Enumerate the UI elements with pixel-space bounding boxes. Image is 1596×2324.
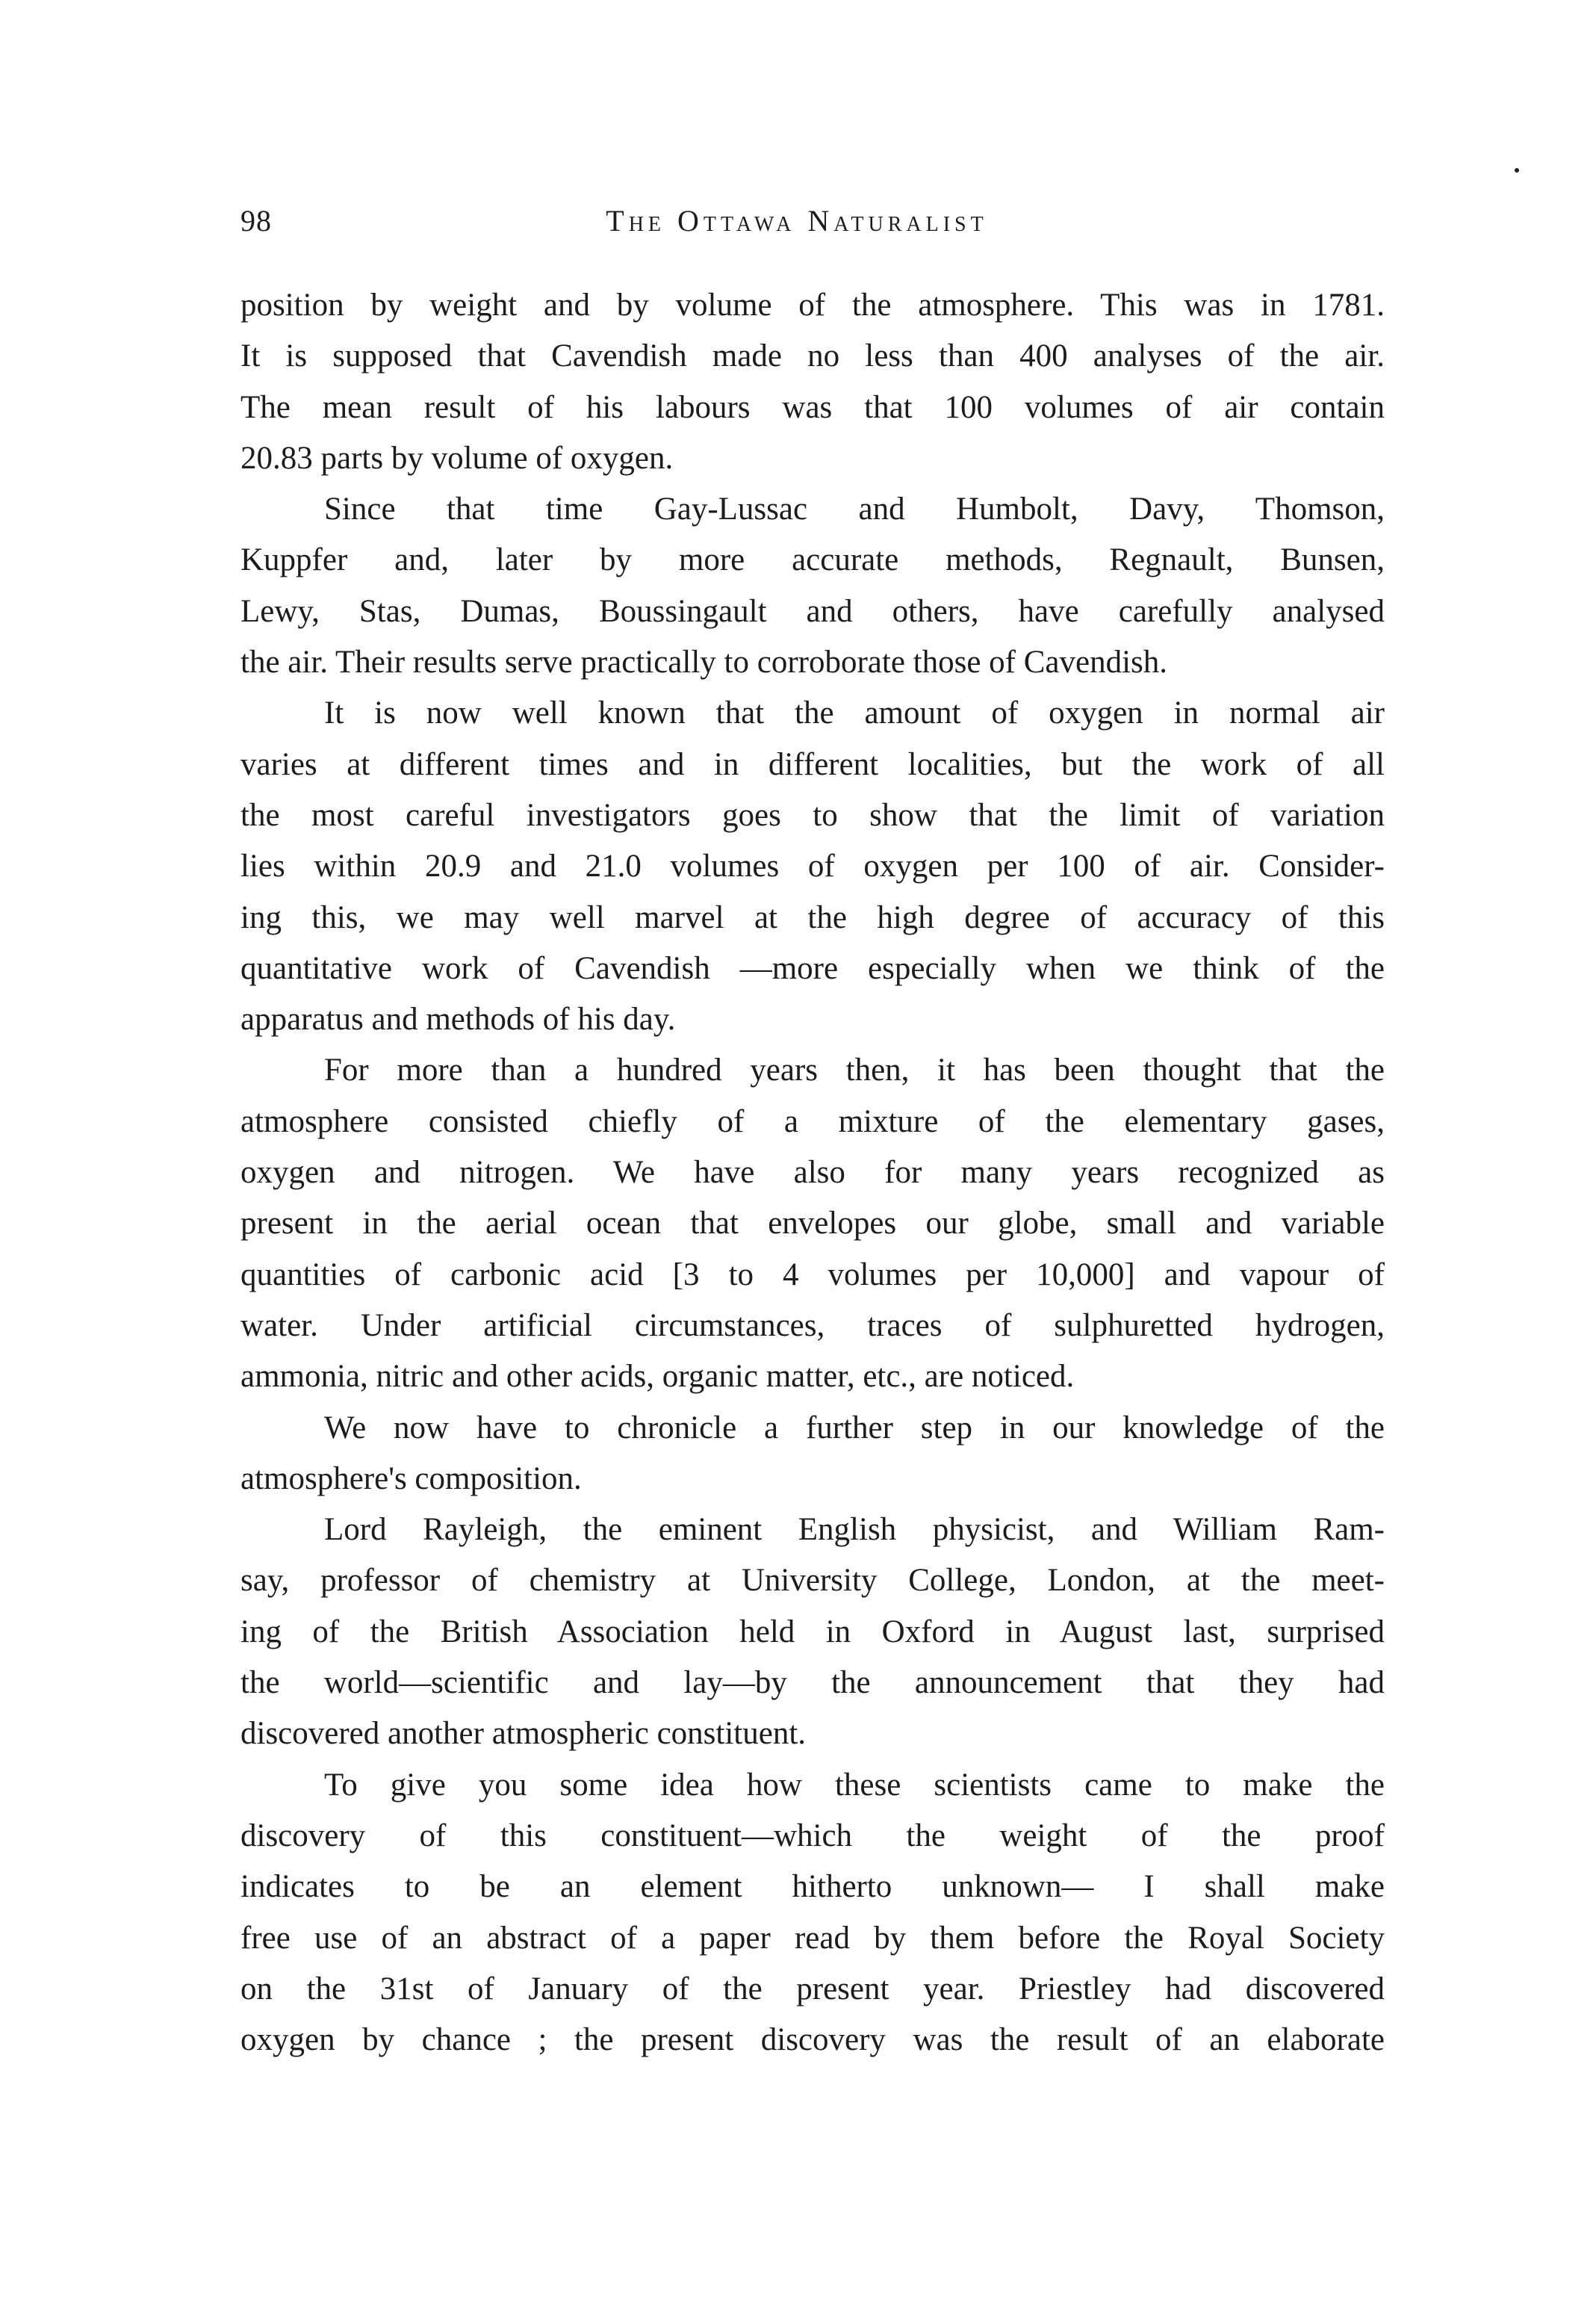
text-line: It is supposed that Cavendish made no less than 400 analyses of the air. — [240, 338, 1385, 374]
text-line: ammonia, nitric and other acids, organic matter, etc., are noticed. — [240, 1359, 1075, 1395]
text-line: quantities of carbonic acid [3 to 4 volumes per 10,000] and vapour of — [240, 1256, 1385, 1292]
text-line: For more than a hundred years then, it has been thought that the — [324, 1053, 1385, 1088]
text-line: lies within 20.9 and 21.0 volumes of oxygen per 100 of air. Consider- — [240, 849, 1385, 884]
text-line: oxygen by chance ; the present discovery was the result of an elaborate — [240, 2022, 1385, 2058]
text-line: the world—scientific and lay—by the announcement that they had — [240, 1665, 1385, 1701]
text-line: 20.83 parts by volume of oxygen. — [240, 440, 674, 476]
text-line: The mean result of his labours was that 100 volumes of air contain — [240, 389, 1385, 425]
text-line: oxygen and nitrogen. We have also for many years recognized as — [240, 1155, 1385, 1191]
text-line: atmosphere consisted chiefly of a mixture of the elementary gases, — [240, 1103, 1385, 1139]
page-number: 98 — [240, 204, 272, 238]
text-line: To give you some idea how these scientists came to make the — [324, 1767, 1385, 1803]
text-line: atmosphere's composition. — [240, 1460, 582, 1496]
page-speck — [1515, 168, 1519, 173]
text-line: ing this, we may well marvel at the high degree of accuracy of this — [240, 899, 1385, 935]
text-line: free use of an abstract of a paper read by them before the Royal Society — [240, 1920, 1385, 1956]
text-line: discovered another atmospheric constituent. — [240, 1716, 807, 1752]
text-line: water. Under artificial circumstances, traces of sulphuretted hydrogen, — [240, 1307, 1385, 1343]
page-header — [240, 203, 1385, 248]
text-line: apparatus and methods of his day. — [240, 1002, 676, 1038]
text-line: position by weight and by volume of the atmosphere. This was in 1781. — [240, 288, 1385, 323]
text-line: varies at different times and in different localities, but the work of all — [240, 746, 1385, 782]
body-text — [240, 280, 1385, 2066]
text-line: ing of the British Association held in Oxford in August last, surprised — [240, 1614, 1385, 1649]
text-line: Lewy, Stas, Dumas, Boussingault and others, have carefully analysed — [240, 593, 1385, 629]
text-line: We now have to chronicle a further step in our knowledge of the — [324, 1410, 1385, 1445]
text-line: It is now well known that the amount of oxygen in normal air — [324, 695, 1385, 731]
text-line: the air. Their results serve practically to corroborate those of Cavendish. — [240, 645, 1168, 681]
text-line: indicates to be an element hitherto unknown— I shall make — [240, 1869, 1385, 1905]
text-line: quantitative work of Cavendish —more especially when we think of the — [240, 950, 1385, 986]
text-line: Lord Rayleigh, the eminent English physicist, and William Ram- — [324, 1512, 1385, 1548]
text-line: Since that time Gay-Lussac and Humbolt, Davy, Thomson, — [324, 492, 1385, 527]
text-line: the most careful investigators goes to show that the limit of variation — [240, 797, 1385, 833]
text-line: present in the aerial ocean that envelopes our globe, small and variable — [240, 1206, 1385, 1242]
text-line: Kuppfer and, later by more accurate methods, Regnault, Bunsen, — [240, 542, 1385, 578]
text-line: say, professor of chemistry at University College, London, at the meet- — [240, 1563, 1385, 1599]
text-line: discovery of this constituent—which the weight of the proof — [240, 1818, 1385, 1853]
text-line: on the 31st of January of the present year. Priestley had discovered — [240, 1971, 1385, 2007]
running-head: The Ottawa Naturalist — [606, 204, 988, 238]
